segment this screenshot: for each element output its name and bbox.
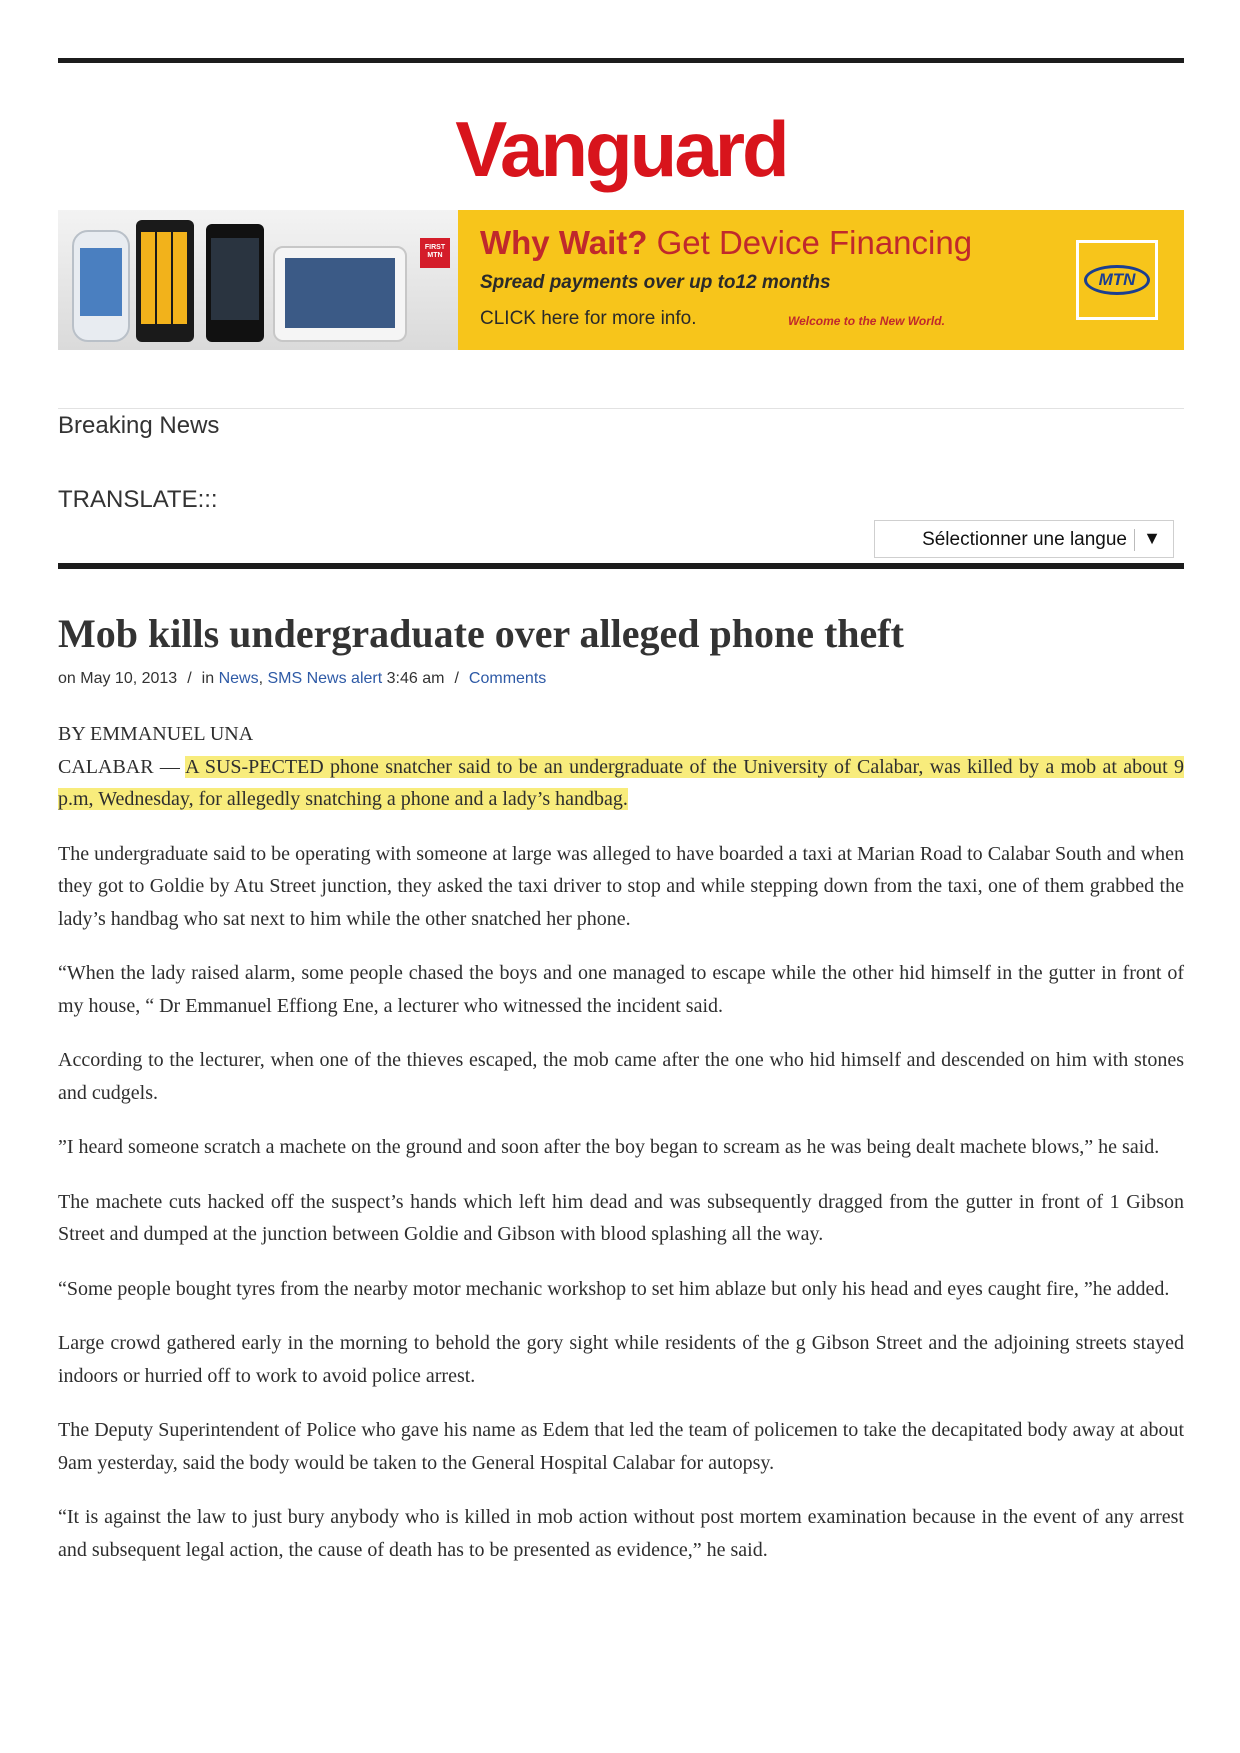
ad-headline-rest: Get Device Financing xyxy=(656,224,973,261)
header-bottom-rule xyxy=(58,563,1184,569)
highlighted-lead: A SUS-PECTED phone snatcher said to be an undergraduate of the University of Calabar, was killed by a mob at about 9 p.m, Wednesday, for allegedly snatching a phone and a lady’s handbag. xyxy=(58,755,1184,810)
article-title: Mob kills undergraduate over alleged phone theft xyxy=(58,611,904,656)
language-select[interactable] xyxy=(874,520,1174,558)
comments-link[interactable]: Comments xyxy=(468,670,547,687)
category-prefix: in xyxy=(201,670,215,687)
category-link-sms[interactable]: SMS News alert xyxy=(267,670,383,687)
ad-subline: Spread payments over up to12 months xyxy=(480,272,831,293)
breaking-news-link[interactable]: Breaking News xyxy=(58,412,220,439)
dateline: CALABAR — xyxy=(58,755,186,778)
paragraph: The machete cuts hacked off the suspect’s hands which left him dead and was subsequently dragged from the gutter in front of 1 Gibson Street and dumped at the junction between Goldie and Gibson with blood splashing all the way. xyxy=(58,1190,1184,1245)
translate-label: TRANSLATE::: xyxy=(58,486,218,513)
article-meta xyxy=(58,670,546,688)
paragraph: According to the lecturer, when one of the thieves escaped, the mob came after the one who hid himself and descended on him with stones and cudgels. xyxy=(58,1049,1184,1104)
ad-headline xyxy=(480,224,972,262)
ad-click-link[interactable]: CLICK here for more info. xyxy=(480,308,697,329)
top-rule xyxy=(58,58,1184,63)
meta-separator: / xyxy=(454,670,459,687)
ad-welcome: Welcome to the New World. xyxy=(788,314,945,328)
category-link-news[interactable]: News xyxy=(218,670,259,687)
byline: BY EMMANUEL UNA xyxy=(58,723,254,745)
first-badge: FIRST MTN xyxy=(420,238,450,268)
phone-image xyxy=(206,224,264,342)
mtn-logo xyxy=(1076,240,1158,320)
ad-text-panel xyxy=(458,210,1184,350)
language-select-value: Sélectionner une langue xyxy=(922,529,1127,550)
paragraph: Large crowd gathered early in the morning to behold the gory sight while residents of the g Gibson Street and the adjoining streets stayed indoors or hurried off to work to avoid police arrest. xyxy=(58,1332,1184,1387)
meta-separator: / xyxy=(187,670,192,687)
lead-paragraph xyxy=(58,751,1184,816)
article-body xyxy=(58,718,1184,1588)
paragraph: “Some people bought tyres from the nearby motor mechanic workshop to set him ablaze but only his head and eyes caught fire, ”he added. xyxy=(58,1277,1170,1300)
phone-image xyxy=(136,220,194,342)
paragraph: “When the lady raised alarm, some people chased the boys and one managed to escape while the other hid himself in the gutter in front of my house, “ Dr Emmanuel Effiong Ene, a lecturer who witnessed the incident said. xyxy=(58,962,1184,1017)
paragraph: The undergraduate said to be operating with someone at large was alleged to have boarded a taxi at Marian Road to Calabar South and when they got to Goldie by Atu Street junction, they asked the taxi driver to stop and while stepping down from the taxi, one of them grabbed the lady’s handbag who sat next to him while the other snatched her phone. xyxy=(58,842,1184,930)
paragraph: ”I heard someone scratch a machete on the ground and soon after the boy began to scream as he was being dealt machete blows,” he said. xyxy=(58,1136,1160,1158)
phone-image xyxy=(72,230,130,342)
category-comma: , xyxy=(258,670,264,687)
site-logo[interactable]: Vanguard xyxy=(455,105,787,193)
post-time: 3:46 am xyxy=(386,670,445,687)
select-separator xyxy=(1134,529,1135,551)
ad-phones-image xyxy=(58,210,458,350)
banner-ad[interactable] xyxy=(58,210,1184,350)
post-date: on May 10, 2013 xyxy=(58,670,178,687)
paragraph: The Deputy Superintendent of Police who gave his name as Edem that led the team of policemen to take the decapitated body away at about 9am yesterday, said the body would be taken to the General Hospital Calabar for autopsy. xyxy=(58,1419,1184,1474)
divider xyxy=(58,408,1184,409)
paragraph: “It is against the law to just bury anybody who is killed in mob action without post mortem examination because in the event of any arrest and subsequent legal action, the cause of death has to be presented as evidence,” he said. xyxy=(58,1506,1184,1561)
tablet-image xyxy=(273,246,407,342)
ad-headline-bold: Why Wait? xyxy=(480,224,648,261)
chevron-down-icon: ▼ xyxy=(1143,528,1161,548)
mtn-logo-text: MTN xyxy=(1084,265,1150,295)
